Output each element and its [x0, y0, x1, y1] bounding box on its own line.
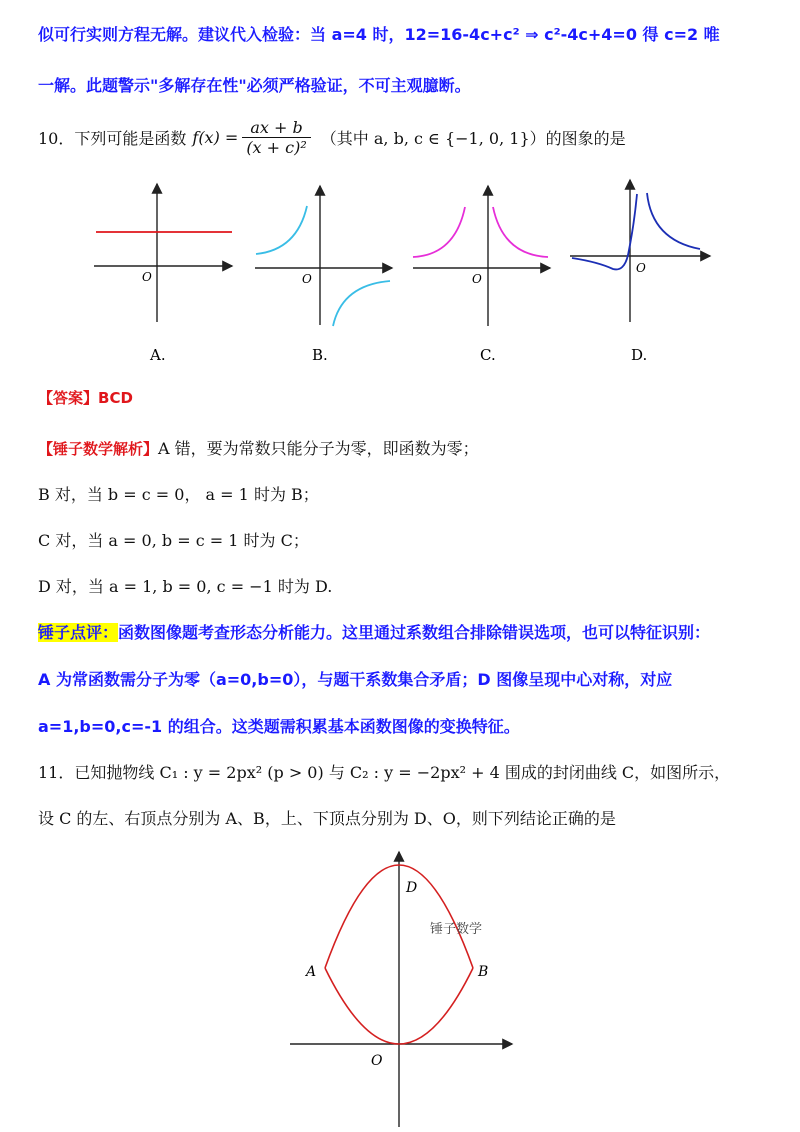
q11-label-d: D: [406, 880, 418, 896]
intro-line-2: 一解。此题警示"多解存在性"必须严格验证，不可主观臆断。: [38, 76, 471, 95]
comment-line-3: a=1,b=0,c=-1 的组合。这类题需积累基本函数图像的变换特征。: [38, 717, 520, 736]
graph-d: [570, 180, 710, 364]
q11-label-a: A: [306, 964, 317, 980]
q11-label-b: B: [478, 964, 489, 980]
graph-c-origin: O: [472, 272, 482, 286]
graph-d-right-branch: [647, 193, 700, 249]
graph-d-label: D.: [631, 346, 648, 364]
graph-b-left-branch: [256, 206, 307, 254]
analysis-text-a: A 错，要为常数只能分子为零，即函数为零；: [158, 439, 479, 458]
q10-number: 10．: [38, 129, 75, 148]
q11-watermark: 锤子数学: [430, 922, 483, 937]
q10-suffix: 的图象的是: [545, 129, 626, 148]
graph-a-label: A.: [150, 346, 166, 364]
comment-text-1: 函数图像题考查形态分析能力。这里通过系数组合排除错误选项，也可以特征识别：: [118, 623, 711, 642]
graph-c-left-branch: [413, 207, 465, 257]
graph-b-right-branch: [333, 281, 390, 326]
answer-value: BCD: [98, 389, 133, 407]
analysis-line-a: [38, 436, 479, 459]
graph-d-origin: O: [636, 261, 646, 275]
q10-condition: （其中 a, b, c ∈ {−1, 0, 1}）: [320, 129, 546, 148]
graph-c-right-branch: [493, 207, 548, 257]
analysis-line-b: B 对，当 b = c = 0， a = 1 时为 B；: [38, 485, 319, 504]
graph-a-origin: O: [142, 270, 152, 284]
answer-tag: 【答案】: [38, 389, 99, 407]
graph-b-origin: O: [302, 272, 312, 286]
graph-b-label: B.: [312, 346, 328, 364]
graph-c-label: C.: [480, 346, 496, 364]
analysis-line-c: C 对，当 a = 0, b = c = 1 时为 C；: [38, 531, 309, 550]
q11-label-o: O: [371, 1053, 383, 1069]
answer-line: [38, 387, 133, 408]
q11-figure: [0, 832, 800, 1132]
intro-line-1: 似可行实则方程无解。建议代入检验：当 a=4 时，12=16-4c+c² ⇒ c²-4c+4=0 得 c=2 唯: [38, 25, 720, 44]
comment-tag: 锤子点评：: [38, 623, 119, 642]
comment-line-2: A 为常函数需分子为零（a=0,b=0），与题干系数集合矛盾；D 图像呈现中心对称，对应: [38, 670, 673, 689]
graph-b: [255, 186, 392, 364]
graph-d-left-branch: [572, 194, 637, 269]
graph-a: [94, 184, 232, 364]
q10-numerator: ax + b: [242, 118, 310, 138]
analysis-tag: 【锤子数学解析】: [38, 440, 159, 458]
q10-graphs: [0, 0, 800, 380]
q11-text-1: 已知抛物线 C₁ : y = 2px² (p > 0) 与 C₂ : y = −2px² + 4 围成的封闭曲线 C，如图所示，: [74, 763, 731, 782]
q11-number: 11．: [38, 763, 75, 782]
question-11-line-2: 设 C 的左、右顶点分别为 A、B，上、下顶点分别为 D、O，则下列结论正确的是: [38, 809, 616, 828]
q10-denominator: (x + c)²: [246, 138, 307, 157]
question-11-line-1: [38, 760, 730, 783]
q10-prefix: 下列可能是函数: [74, 129, 187, 148]
graph-c: [413, 186, 550, 364]
analysis-line-d: D 对，当 a = 1, b = 0, c = −1 时为 D.: [38, 577, 333, 596]
q10-func-lhs: f(x) =: [192, 128, 239, 147]
comment-line-1: [38, 620, 710, 643]
